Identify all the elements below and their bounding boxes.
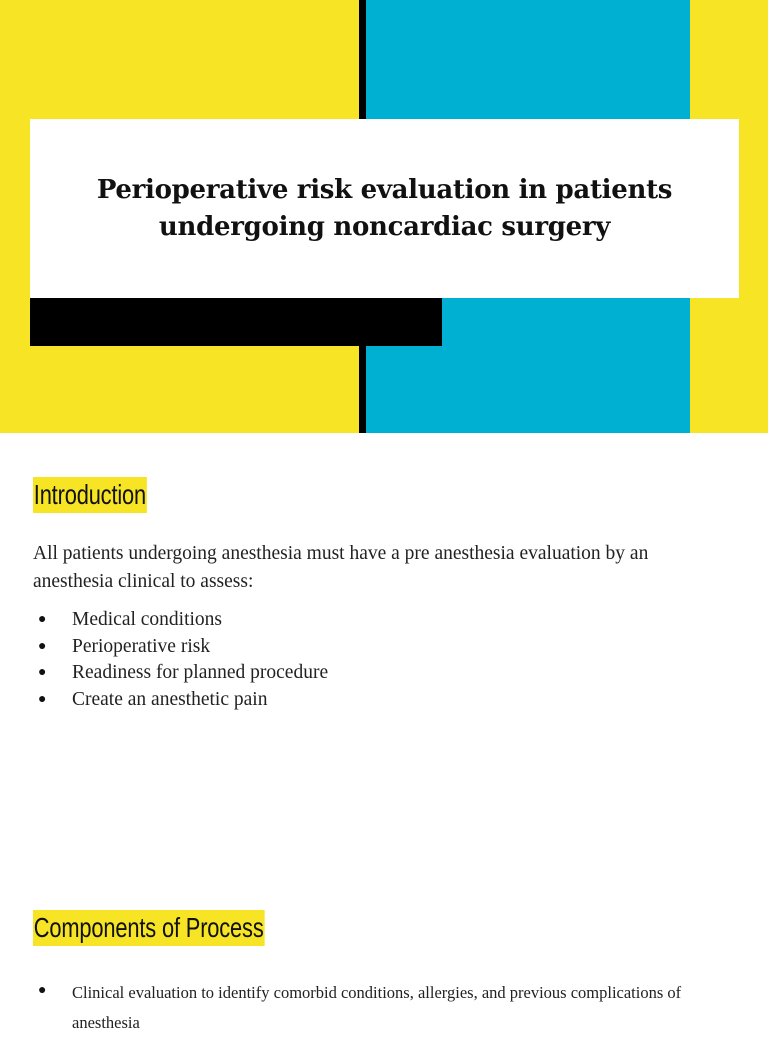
bullet-icon: ● — [38, 665, 47, 680]
list-item — [33, 660, 328, 687]
list-item-text: Create an anesthetic pain — [72, 688, 268, 710]
bullet-icon: ● — [38, 983, 47, 998]
bullet-icon: ● — [38, 612, 47, 627]
intro-heading: Introduction — [33, 477, 147, 513]
list-item — [33, 978, 733, 1038]
components-heading: Components of Process — [33, 910, 264, 946]
list-item — [33, 634, 328, 661]
slide-title: Perioperative risk evaluation in patients undergoing noncardiac surgery — [96, 174, 673, 242]
intro-bullet-list — [33, 607, 328, 713]
list-item — [33, 687, 328, 714]
list-item-text: Readiness for planned procedure — [72, 662, 329, 683]
list-item-text: Perioperative risk — [72, 635, 211, 657]
title-slide — [0, 0, 768, 433]
components-bullet-list — [33, 978, 733, 1038]
bullet-icon: ● — [38, 638, 47, 654]
list-item-text: Medical conditions — [72, 609, 223, 630]
list-item-text: Clinical evaluation to identify comorbid conditions, allergies, and previous complications of anesthesia — [72, 983, 682, 1032]
bullet-icon: ● — [38, 691, 47, 707]
intro-paragraph: All patients undergoing anesthesia must have a pre anesthesia evaluation by an anesthesia clinical to assess: — [33, 543, 649, 592]
black-bar — [30, 298, 442, 346]
title-card — [30, 119, 739, 298]
list-item — [33, 607, 328, 634]
